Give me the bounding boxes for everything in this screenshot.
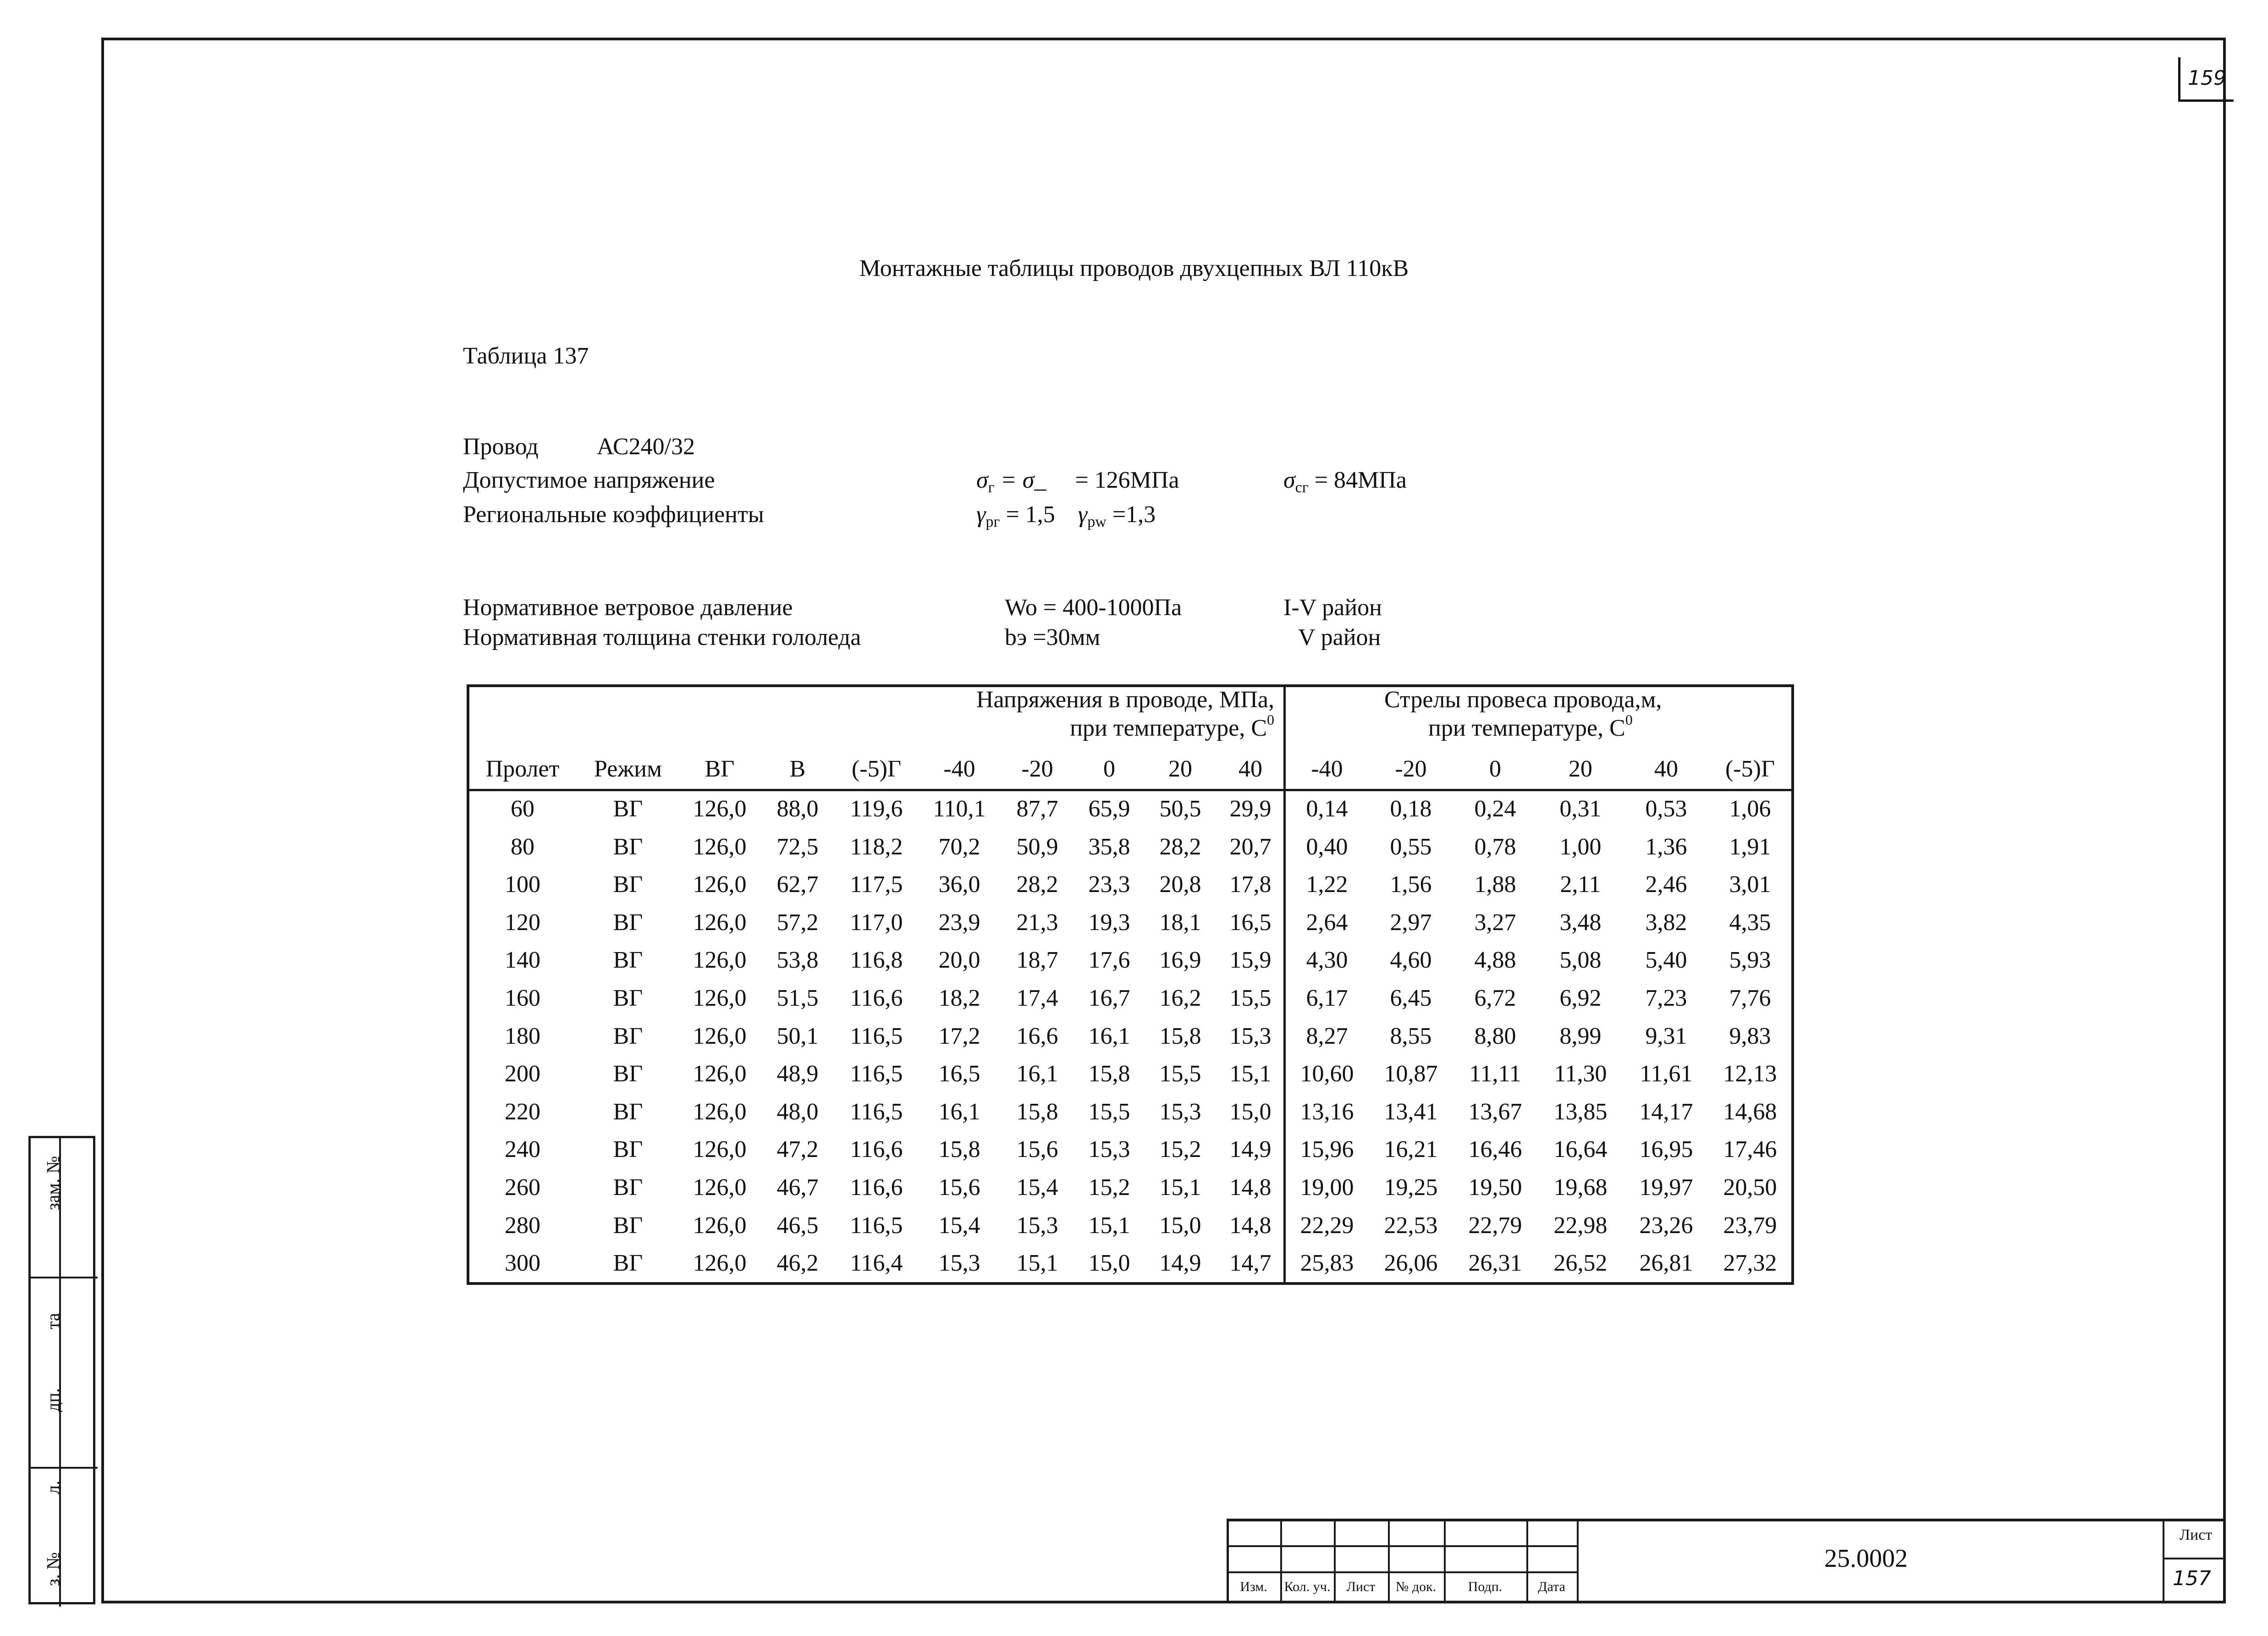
table-cell-value: 80 — [511, 833, 534, 860]
table-cell-value: 48,0 — [776, 1098, 819, 1125]
side-stamp-label-2: дп. — [43, 1388, 63, 1412]
stress-formula-2: $\sigma_{сг} = 84МПа$ — [1283, 467, 1407, 496]
table-cell-value: 18,1 — [1159, 909, 1201, 936]
table-cell-value: ВГ — [613, 1098, 643, 1125]
table-cell-value: 16,1 — [938, 1098, 980, 1125]
table-cell-value: 87,7 — [1016, 796, 1058, 822]
table-cell-value: 280 — [505, 1212, 540, 1239]
table-cell-value: 116,6 — [850, 985, 903, 1011]
table-cell-value: 15,0 — [1159, 1212, 1201, 1239]
side-stamp-label-3b: л. — [43, 1481, 63, 1494]
table-header-divider — [467, 789, 1794, 791]
table-cell-value: 126,0 — [693, 871, 747, 898]
table-cell-value: 22,29 — [1300, 1212, 1354, 1239]
table-cell-value: 23,26 — [1639, 1212, 1693, 1239]
table-cell-value: 3,27 — [1474, 909, 1516, 936]
table-cell-value: 46,5 — [776, 1212, 819, 1239]
table-cell-value: 70,2 — [938, 833, 980, 860]
table-cell-value: 116,5 — [850, 1061, 903, 1087]
table-cell-value: 116,4 — [850, 1250, 903, 1277]
table-cell-value: 22,98 — [1553, 1212, 1607, 1239]
title-block-label-text: Дата — [1538, 1579, 1565, 1594]
table-cell-value: 16,9 — [1159, 947, 1201, 974]
table-cell-value: 8,80 — [1474, 1023, 1516, 1049]
table-cell-value: 0,18 — [1390, 796, 1432, 822]
table-cell-value: ВГ — [613, 909, 643, 936]
table-cell-value: 16,1 — [1088, 1023, 1130, 1049]
table-cell-value: 116,5 — [850, 1212, 903, 1239]
wind-value: Wo = 400-1000Па — [1005, 595, 1182, 621]
table-cell-value: 35,8 — [1088, 833, 1130, 860]
table-cell-value: 62,7 — [776, 871, 819, 898]
table-cell-value: 15,2 — [1159, 1136, 1201, 1163]
table-cell-value: 15,0 — [1088, 1250, 1130, 1277]
table-cell-value: 126,0 — [693, 796, 747, 822]
table-cell-value: 11,61 — [1640, 1061, 1693, 1087]
table-cell-value: 15,5 — [1088, 1098, 1130, 1125]
group-header-sag-line2: при температуре, $С^0$ — [1428, 711, 1633, 741]
table-cell-value: 26,31 — [1468, 1250, 1522, 1277]
table-cell-value: 57,2 — [776, 909, 819, 936]
table-cell-value: 46,7 — [776, 1174, 819, 1201]
table-cell-value: 6,92 — [1559, 985, 1602, 1011]
table-cell-value: 1,56 — [1390, 871, 1432, 898]
sheet-number: 157 — [2173, 1567, 2211, 1590]
table-cell-value: 19,3 — [1088, 909, 1130, 936]
table-cell-value: 1,00 — [1559, 833, 1602, 860]
table-cell-value: 27,32 — [1723, 1250, 1777, 1277]
table-cell-value: 126,0 — [693, 1098, 747, 1125]
table-cell-value: 22,53 — [1384, 1212, 1438, 1239]
group-header-sag — [1384, 686, 1662, 743]
table-cell-value: ВГ — [613, 871, 643, 898]
column-header-label: -40 — [1311, 756, 1343, 782]
table-cell-value: 17,8 — [1229, 871, 1272, 898]
table-cell-value: 16,1 — [1016, 1061, 1058, 1087]
table-cell-value: 16,46 — [1468, 1136, 1522, 1163]
table-cell-value: 126,0 — [693, 1212, 747, 1239]
table-cell-value: 3,01 — [1729, 871, 1771, 898]
table-cell-value: 15,3 — [1016, 1212, 1058, 1239]
column-header-label: 20 — [1569, 756, 1592, 782]
table-cell-value: 23,3 — [1088, 871, 1130, 898]
table-cell-value: 6,17 — [1306, 985, 1348, 1011]
table-cell-value: 14,9 — [1229, 1136, 1272, 1163]
table-cell-value: 260 — [505, 1174, 540, 1201]
table-cell-value: 23,9 — [938, 909, 980, 936]
table-cell-value: 4,30 — [1306, 947, 1348, 974]
table-cell-value: 15,3 — [1229, 1023, 1272, 1049]
table-cell-value: ВГ — [613, 985, 643, 1011]
table-cell-value: 15,96 — [1300, 1136, 1354, 1163]
column-header-label: Пролет — [485, 756, 560, 782]
table-cell-value: 19,25 — [1384, 1174, 1438, 1201]
table-cell-value: 9,83 — [1729, 1023, 1771, 1049]
title-block-label-text: Подп. — [1468, 1579, 1503, 1594]
table-cell-value: 7,23 — [1645, 985, 1687, 1011]
table-cell-value: 46,2 — [776, 1250, 819, 1277]
table-cell-value: 29,9 — [1229, 796, 1272, 822]
table-cell-value: 14,68 — [1723, 1098, 1777, 1125]
table-cell-value: 180 — [505, 1023, 540, 1049]
table-cell-value: 120 — [505, 909, 540, 936]
table-cell-value: 13,16 — [1300, 1098, 1354, 1125]
wire-value: АС240/32 — [597, 434, 695, 460]
table-cell-value: ВГ — [613, 1174, 643, 1201]
table-cell-value: 7,76 — [1729, 985, 1771, 1011]
table-cell-value: 9,31 — [1645, 1023, 1687, 1049]
title-block-label-text: Изм. — [1240, 1579, 1267, 1594]
table-cell-value: 1,22 — [1306, 871, 1348, 898]
table-cell-value: 1,91 — [1729, 833, 1771, 860]
table-cell-value: 300 — [505, 1250, 540, 1277]
table-cell-value: 14,8 — [1229, 1212, 1272, 1239]
table-cell-value: 100 — [505, 871, 540, 898]
group-header-stress-line2: при температуре, $С^0$ — [1070, 711, 1274, 741]
page-title: Монтажные таблицы проводов двухцепных ВЛ 110кВ — [859, 255, 1409, 281]
table-cell-value: 15,3 — [1159, 1098, 1201, 1125]
table-cell-value: 13,41 — [1384, 1098, 1438, 1125]
table-cell-value: 22,79 — [1468, 1212, 1522, 1239]
table-cell-value: 15,6 — [938, 1174, 980, 1201]
table-cell-value: 126,0 — [693, 1023, 747, 1049]
wind-label: Нормативное ветровое давление — [463, 595, 793, 621]
stress-formula: $\sigma_г$ = σ_ = 126МПа — [976, 467, 1179, 496]
table-cell-value: 3,82 — [1645, 909, 1687, 936]
table-cell-value: 20,50 — [1723, 1174, 1777, 1201]
table-cell-value: 17,4 — [1016, 985, 1058, 1011]
table-cell-value: 16,21 — [1384, 1136, 1438, 1163]
table-cell-value: 20,7 — [1229, 833, 1272, 860]
table-cell-value: 126,0 — [693, 1136, 747, 1163]
table-cell-value: ВГ — [613, 1023, 643, 1049]
table-cell-value: 15,0 — [1229, 1098, 1272, 1125]
table-cell-value: 15,4 — [1016, 1174, 1058, 1201]
table-cell-value: 19,68 — [1553, 1174, 1607, 1201]
table-cell-value: 53,8 — [776, 947, 819, 974]
ice-label: Нормативная толщина стенки гололеда — [463, 624, 861, 650]
table-cell-value: 6,45 — [1390, 985, 1432, 1011]
table-cell-value: 14,7 — [1229, 1250, 1272, 1277]
table-cell-value: 4,88 — [1474, 947, 1516, 974]
column-header-label: -20 — [1021, 756, 1053, 782]
table-cell-value: 5,93 — [1729, 947, 1771, 974]
table-cell-value: 116,5 — [850, 1023, 903, 1049]
wind-region: I-V район — [1283, 595, 1382, 621]
table-cell-value: 126,0 — [693, 947, 747, 974]
title-block — [1227, 1519, 2226, 1603]
table-cell-value: ВГ — [613, 1212, 643, 1239]
table-cell-value: 17,46 — [1723, 1136, 1777, 1163]
table-cell-value: 5,08 — [1559, 947, 1602, 974]
table-cell-value: 15,6 — [1016, 1136, 1058, 1163]
table-cell-value: 220 — [505, 1098, 540, 1125]
table-cell-value: 140 — [505, 947, 540, 974]
table-cell-value: 50,9 — [1016, 833, 1058, 860]
table-cell-value: 117,0 — [850, 909, 903, 936]
table-cell-value: 17,6 — [1088, 947, 1130, 974]
table-cell-value: 116,5 — [850, 1098, 903, 1125]
table-cell-value: 11,30 — [1554, 1061, 1607, 1087]
column-header-label: -40 — [943, 756, 975, 782]
table-cell-value: 26,81 — [1639, 1250, 1693, 1277]
table-cell-value: 15,9 — [1229, 947, 1272, 974]
table-cell-value: 116,6 — [850, 1136, 903, 1163]
table-cell-value: 28,2 — [1159, 833, 1201, 860]
coef-formula: $\gamma_{рг} = 1,5$ $\gamma_{pw} =1,3$ — [976, 501, 1156, 530]
table-cell-value: ВГ — [613, 1136, 643, 1163]
table-cell-value: ВГ — [613, 1250, 643, 1277]
table-cell-value: 126,0 — [693, 833, 747, 860]
table-cell-value: 15,5 — [1159, 1061, 1201, 1087]
column-header-label: -20 — [1395, 756, 1427, 782]
table-cell-value: 60 — [511, 796, 534, 822]
table-cell-value: 20,8 — [1159, 871, 1201, 898]
table-cell-value: 126,0 — [693, 909, 747, 936]
table-cell-value: 36,0 — [938, 871, 980, 898]
table-cell-value: 20,0 — [938, 947, 980, 974]
table-cell-value: 72,5 — [776, 833, 819, 860]
column-header-label: Режим — [594, 756, 662, 782]
table-label: Таблица 137 — [463, 343, 589, 369]
table-cell-value: ВГ — [613, 1061, 643, 1087]
column-header-label: (-5)Г — [851, 756, 902, 782]
side-stamp-label-1: зам. — [43, 1179, 63, 1210]
column-header-label: ВГ — [705, 756, 735, 782]
table-cell-value: 28,2 — [1016, 871, 1058, 898]
table-cell-value: 1,36 — [1645, 833, 1687, 860]
table-cell-value: 6,72 — [1474, 985, 1516, 1011]
table-cell-value: 19,00 — [1300, 1174, 1354, 1201]
column-header-label: (-5)Г — [1725, 756, 1775, 782]
table-cell-value: 116,8 — [850, 947, 903, 974]
table-cell-value: 15,3 — [1088, 1136, 1130, 1163]
table-cell-value: 16,5 — [938, 1061, 980, 1087]
table-cell-value: 240 — [505, 1136, 540, 1163]
table-cell-value: 8,99 — [1559, 1023, 1602, 1049]
column-header-label: 40 — [1239, 756, 1262, 782]
sheet-label: Лист — [2180, 1526, 2213, 1543]
stress-label: Допустимое напряжение — [463, 467, 715, 493]
table-cell-value: 0,78 — [1474, 833, 1516, 860]
table-cell-value: 0,24 — [1474, 796, 1516, 822]
table-cell-value: 15,5 — [1229, 985, 1272, 1011]
table-cell-value: 65,9 — [1088, 796, 1130, 822]
column-header-label: 0 — [1103, 756, 1115, 782]
table-cell-value: 16,6 — [1016, 1023, 1058, 1049]
table-cell-value: 3,48 — [1559, 909, 1602, 936]
table-cell-value: 15,1 — [1159, 1174, 1201, 1201]
column-header-label: 40 — [1654, 756, 1678, 782]
table-cell-value: 15,1 — [1229, 1061, 1272, 1087]
table-cell-value: 16,7 — [1088, 985, 1130, 1011]
table-cell-value: 0,40 — [1306, 833, 1348, 860]
title-block-label-text: № док. — [1395, 1579, 1437, 1594]
table-cell-value: 118,2 — [850, 833, 903, 860]
table-cell-value: 1,06 — [1729, 796, 1771, 822]
table-cell-value: 126,0 — [693, 1061, 747, 1087]
table-cell-value: 11,11 — [1469, 1061, 1521, 1087]
side-stamp-label-3: з. № — [43, 1552, 63, 1586]
table-cell-value: 0,14 — [1306, 796, 1348, 822]
group-header-stress — [976, 686, 1274, 743]
table-cell-value: 14,8 — [1229, 1174, 1272, 1201]
column-header-label: 20 — [1168, 756, 1192, 782]
table-cell-value: ВГ — [613, 796, 643, 822]
title-block-label-text: Кол. уч. — [1284, 1579, 1331, 1594]
table-cell-value: 8,27 — [1306, 1023, 1348, 1049]
table-cell-value: 4,60 — [1390, 947, 1432, 974]
table-cell-value: 15,1 — [1088, 1212, 1130, 1239]
table-cell-value: 117,5 — [850, 871, 903, 898]
table-cell-value: 2,46 — [1645, 871, 1687, 898]
table-cell-value: 25,83 — [1300, 1250, 1354, 1277]
table-cell-value: 26,52 — [1553, 1250, 1607, 1277]
ice-value: bэ =30мм — [1005, 624, 1101, 650]
table-cell-value: 12,13 — [1723, 1061, 1777, 1087]
column-header-label: 0 — [1489, 756, 1501, 782]
column-header-label: В — [789, 756, 806, 782]
table-cell-value: 116,6 — [850, 1174, 903, 1201]
table-cell-value: 51,5 — [776, 985, 819, 1011]
table-cell-value: 10,87 — [1384, 1061, 1438, 1087]
table-cell-value: ВГ — [613, 833, 643, 860]
document-number: 25.0002 — [1824, 1544, 1908, 1573]
group-header-sag-line1: Стрелы провеса провода,м, — [1384, 687, 1662, 713]
table-cell-value: 23,79 — [1723, 1212, 1777, 1239]
table-cell-value: 0,31 — [1559, 796, 1602, 822]
table-cell-value: 160 — [505, 985, 540, 1011]
table-cell-value: 50,5 — [1159, 796, 1201, 822]
side-stamp-label-1b: № — [43, 1156, 63, 1173]
table-cell-value: 13,67 — [1468, 1098, 1522, 1125]
table-cell-value: 4,35 — [1729, 909, 1771, 936]
table-cell-value: 16,5 — [1229, 909, 1272, 936]
table-cell-value: 110,1 — [933, 796, 986, 822]
table-cell-value: 15,2 — [1088, 1174, 1130, 1201]
table-cell-value: 2,97 — [1390, 909, 1432, 936]
table-cell-value: 15,4 — [938, 1212, 980, 1239]
table-cell-value: 26,06 — [1384, 1250, 1438, 1277]
table-cell-value: 14,9 — [1159, 1250, 1201, 1277]
table-cell-value: 15,8 — [1088, 1061, 1130, 1087]
table-cell-value: 1,88 — [1474, 871, 1516, 898]
table-cell-value: 50,1 — [776, 1023, 819, 1049]
table-cell-value: 126,0 — [693, 1174, 747, 1201]
table-cell-value: 200 — [505, 1061, 540, 1087]
table-cell-value: 47,2 — [776, 1136, 819, 1163]
table-cell-value: 15,3 — [938, 1250, 980, 1277]
wire-label: Провод — [463, 434, 539, 460]
table-cell-value: 8,55 — [1390, 1023, 1432, 1049]
table-cell-value: 48,9 — [776, 1061, 819, 1087]
table-cell-value: 18,7 — [1016, 947, 1058, 974]
table-cell-value: 126,0 — [693, 985, 747, 1011]
table-cell-value: 16,2 — [1159, 985, 1201, 1011]
group-header-stress-line1: Напряжения в проводе, МПа, — [976, 687, 1274, 713]
table-cell-value: 2,11 — [1560, 871, 1601, 898]
corner-page-number: 159 — [2178, 57, 2234, 102]
coef-label: Региональные коэффициенты — [463, 501, 764, 528]
table-group-divider — [1283, 684, 1286, 1285]
table-cell-value: 88,0 — [776, 796, 819, 822]
table-cell-value: 19,50 — [1468, 1174, 1522, 1201]
table-cell-value: 15,8 — [938, 1136, 980, 1163]
table-cell-value: 0,53 — [1645, 796, 1687, 822]
ice-region: V район — [1298, 624, 1381, 650]
table-cell-value: ВГ — [613, 947, 643, 974]
table-cell-value: 13,85 — [1553, 1098, 1607, 1125]
table-cell-value: 21,3 — [1016, 909, 1058, 936]
table-cell-value: 0,55 — [1390, 833, 1432, 860]
table-cell-value: 126,0 — [693, 1250, 747, 1277]
side-stamp-label-2b: та — [43, 1313, 63, 1329]
table-cell-value: 5,40 — [1645, 947, 1687, 974]
table-cell-value: 16,64 — [1553, 1136, 1607, 1163]
table-cell-value: 15,8 — [1159, 1023, 1201, 1049]
table-cell-value: 17,2 — [938, 1023, 980, 1049]
title-block-label-text: Лист — [1346, 1579, 1376, 1594]
table-cell-value: 19,97 — [1639, 1174, 1693, 1201]
table-cell-value: 15,1 — [1016, 1250, 1058, 1277]
table-cell-value: 119,6 — [850, 796, 903, 822]
table-cell-value: 16,95 — [1639, 1136, 1693, 1163]
table-cell-value: 15,8 — [1016, 1098, 1058, 1125]
table-cell-value: 2,64 — [1306, 909, 1348, 936]
table-cell-value: 14,17 — [1639, 1098, 1693, 1125]
table-cell-value: 10,60 — [1300, 1061, 1354, 1087]
table-cell-value: 18,2 — [938, 985, 980, 1011]
